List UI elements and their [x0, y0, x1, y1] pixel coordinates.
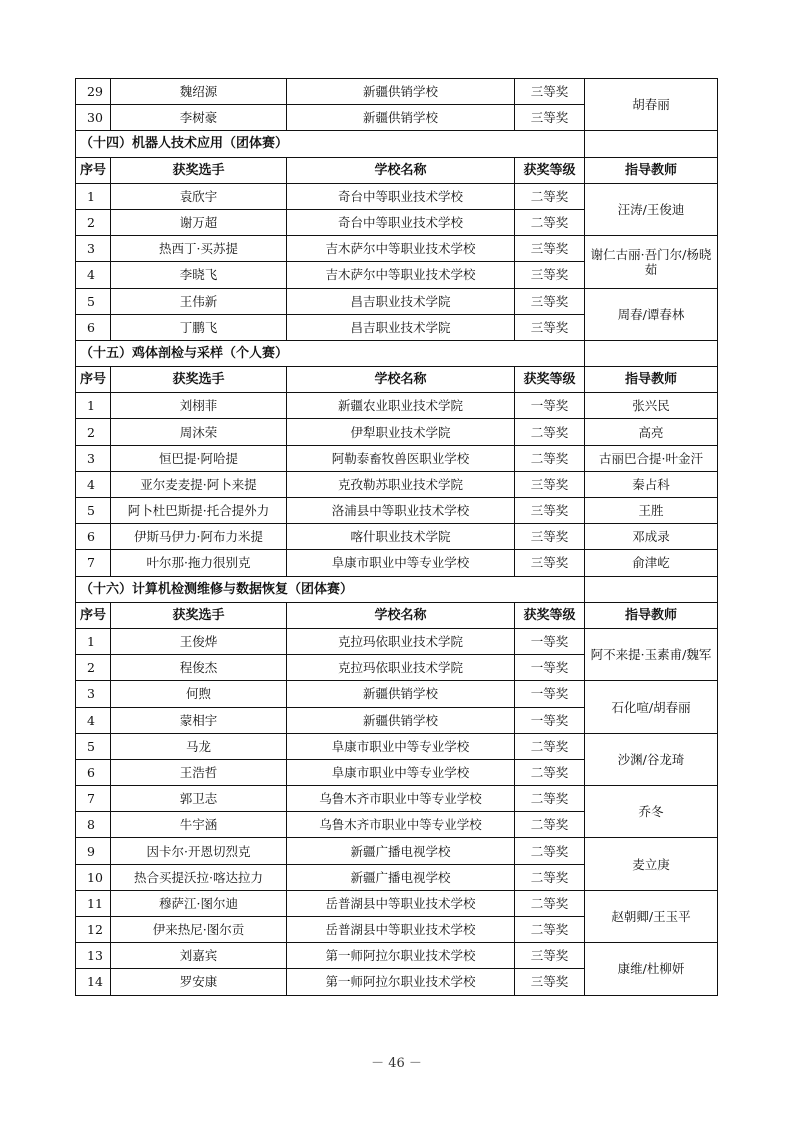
award-level: 一等奖 — [515, 707, 585, 733]
header-winner: 获奖选手 — [111, 602, 287, 628]
row-number: 30 — [76, 105, 111, 131]
row-number: 29 — [76, 79, 111, 105]
section-title-row — [76, 340, 718, 366]
school-name: 新疆供销学校 — [287, 681, 515, 707]
header-winner: 获奖选手 — [111, 157, 287, 183]
section-title-row — [76, 576, 718, 602]
winner-name: 袁欣宇 — [111, 183, 287, 209]
row-number: 6 — [76, 759, 111, 785]
row-number: 4 — [76, 707, 111, 733]
table-row — [76, 183, 718, 209]
award-level: 二等奖 — [515, 786, 585, 812]
school-name: 克拉玛依职业技术学院 — [287, 628, 515, 654]
instructor: 高亮 — [585, 419, 718, 445]
award-level: 三等奖 — [515, 288, 585, 314]
award-level: 二等奖 — [515, 917, 585, 943]
winner-name: 穆萨江·图尔迪 — [111, 890, 287, 916]
winner-name: 王浩哲 — [111, 759, 287, 785]
row-number: 1 — [76, 393, 111, 419]
winner-name: 李晓飞 — [111, 262, 287, 288]
table-row — [76, 393, 718, 419]
school-name: 奇台中等职业技术学校 — [287, 209, 515, 235]
winner-name: 阿卜杜巴斯提·托合提外力 — [111, 498, 287, 524]
table-header-row — [76, 367, 718, 393]
winner-name: 刘栩菲 — [111, 393, 287, 419]
row-number: 2 — [76, 419, 111, 445]
award-level: 二等奖 — [515, 209, 585, 235]
school-name: 克孜勒苏职业技术学院 — [287, 471, 515, 497]
table-row — [76, 943, 718, 969]
row-number: 3 — [76, 445, 111, 471]
winner-name: 郭卫志 — [111, 786, 287, 812]
section-title-empty-cell — [585, 131, 718, 157]
winner-name: 亚尔麦麦提·阿卜来提 — [111, 471, 287, 497]
winner-name: 魏绍源 — [111, 79, 287, 105]
section-title-empty-cell — [585, 340, 718, 366]
row-number: 11 — [76, 890, 111, 916]
winner-name: 王伟新 — [111, 288, 287, 314]
header-no: 序号 — [76, 367, 111, 393]
section-title: （十六）计算机检测维修与数据恢复（团体赛） — [76, 576, 585, 602]
winner-name: 热西丁·买苏提 — [111, 236, 287, 262]
header-teacher: 指导教师 — [585, 157, 718, 183]
winner-name: 周沐荣 — [111, 419, 287, 445]
row-number: 3 — [76, 236, 111, 262]
winner-name: 因卡尔·开恩切烈克 — [111, 838, 287, 864]
header-school: 学校名称 — [287, 602, 515, 628]
award-level: 二等奖 — [515, 838, 585, 864]
school-name: 第一师阿拉尔职业技术学校 — [287, 943, 515, 969]
instructor: 沙渊/谷龙琦 — [585, 733, 718, 785]
school-name: 克拉玛依职业技术学院 — [287, 655, 515, 681]
section-title-row — [76, 131, 718, 157]
row-number: 6 — [76, 314, 111, 340]
table-row — [76, 419, 718, 445]
award-level: 三等奖 — [515, 550, 585, 576]
section-title: （十五）鸡体剖检与采样（个人赛） — [76, 340, 585, 366]
row-number: 7 — [76, 550, 111, 576]
award-level: 三等奖 — [515, 943, 585, 969]
winner-name: 程俊杰 — [111, 655, 287, 681]
row-number: 4 — [76, 262, 111, 288]
award-level: 一等奖 — [515, 628, 585, 654]
school-name: 伊犁职业技术学院 — [287, 419, 515, 445]
instructor: 麦立庚 — [585, 838, 718, 890]
row-number: 8 — [76, 812, 111, 838]
row-number: 6 — [76, 524, 111, 550]
row-number: 14 — [76, 969, 111, 995]
row-number: 2 — [76, 655, 111, 681]
award-level: 二等奖 — [515, 759, 585, 785]
award-level: 二等奖 — [515, 864, 585, 890]
school-name: 喀什职业技术学院 — [287, 524, 515, 550]
row-number: 10 — [76, 864, 111, 890]
award-level: 三等奖 — [515, 498, 585, 524]
table-row — [76, 628, 718, 654]
table-row — [76, 786, 718, 812]
school-name: 吉木萨尔中等职业技术学校 — [287, 236, 515, 262]
winner-name: 恒巴提·阿哈提 — [111, 445, 287, 471]
instructor: 胡春丽 — [585, 79, 718, 131]
instructor: 秦占科 — [585, 471, 718, 497]
school-name: 昌吉职业技术学院 — [287, 288, 515, 314]
award-level: 二等奖 — [515, 812, 585, 838]
table-row — [76, 550, 718, 576]
school-name: 昌吉职业技术学院 — [287, 314, 515, 340]
instructor: 康维/杜柳妍 — [585, 943, 718, 995]
winner-name: 李树豪 — [111, 105, 287, 131]
award-level: 二等奖 — [515, 445, 585, 471]
winner-name: 牛宇涵 — [111, 812, 287, 838]
row-number: 3 — [76, 681, 111, 707]
school-name: 阿勒泰畜牧兽医职业学校 — [287, 445, 515, 471]
winner-name: 蒙相宇 — [111, 707, 287, 733]
header-school: 学校名称 — [287, 157, 515, 183]
header-winner: 获奖选手 — [111, 367, 287, 393]
winner-name: 谢万超 — [111, 209, 287, 235]
instructor: 谢仁古丽·吾门尔/杨晓茹 — [585, 236, 718, 288]
header-level: 获奖等级 — [515, 602, 585, 628]
row-number: 4 — [76, 471, 111, 497]
table-row — [76, 733, 718, 759]
school-name: 吉木萨尔中等职业技术学校 — [287, 262, 515, 288]
row-number: 2 — [76, 209, 111, 235]
school-name: 新疆广播电视学校 — [287, 838, 515, 864]
school-name: 新疆供销学校 — [287, 79, 515, 105]
table-row — [76, 681, 718, 707]
winner-name: 伊斯马伊力·阿布力米提 — [111, 524, 287, 550]
row-number: 9 — [76, 838, 111, 864]
instructor: 王胜 — [585, 498, 718, 524]
table-row — [76, 236, 718, 262]
school-name: 新疆广播电视学校 — [287, 864, 515, 890]
award-level: 一等奖 — [515, 655, 585, 681]
award-level: 三等奖 — [515, 105, 585, 131]
page-number: － 46 － — [371, 1056, 422, 1071]
instructor: 石化喧/胡春丽 — [585, 681, 718, 733]
row-number: 1 — [76, 628, 111, 654]
table-row — [76, 890, 718, 916]
school-name: 阜康市职业中等专业学校 — [287, 550, 515, 576]
header-no: 序号 — [76, 602, 111, 628]
row-number: 13 — [76, 943, 111, 969]
school-name: 乌鲁木齐市职业中等专业学校 — [287, 812, 515, 838]
award-level: 一等奖 — [515, 681, 585, 707]
award-level: 一等奖 — [515, 393, 585, 419]
table-row — [76, 288, 718, 314]
header-level: 获奖等级 — [515, 367, 585, 393]
awards-table-body — [76, 79, 718, 996]
award-level: 二等奖 — [515, 419, 585, 445]
instructor: 周春/谭春林 — [585, 288, 718, 340]
award-level: 三等奖 — [515, 471, 585, 497]
winner-name: 刘嘉宾 — [111, 943, 287, 969]
school-name: 第一师阿拉尔职业技术学校 — [287, 969, 515, 995]
school-name: 阜康市职业中等专业学校 — [287, 733, 515, 759]
section-title: （十四）机器人技术应用（团体赛） — [76, 131, 585, 157]
section-title-empty-cell — [585, 576, 718, 602]
row-number: 7 — [76, 786, 111, 812]
school-name: 洛浦县中等职业技术学校 — [287, 498, 515, 524]
header-teacher: 指导教师 — [585, 602, 718, 628]
school-name: 奇台中等职业技术学校 — [287, 183, 515, 209]
winner-name: 马龙 — [111, 733, 287, 759]
awards-table — [75, 78, 718, 996]
school-name: 乌鲁木齐市职业中等专业学校 — [287, 786, 515, 812]
header-school: 学校名称 — [287, 367, 515, 393]
award-level: 三等奖 — [515, 524, 585, 550]
school-name: 岳普湖县中等职业技术学校 — [287, 917, 515, 943]
instructor: 汪涛/王俊迪 — [585, 183, 718, 235]
header-teacher: 指导教师 — [585, 367, 718, 393]
instructor: 张兴民 — [585, 393, 718, 419]
award-level: 二等奖 — [515, 733, 585, 759]
award-level: 三等奖 — [515, 969, 585, 995]
school-name: 新疆农业职业技术学院 — [287, 393, 515, 419]
table-row — [76, 445, 718, 471]
instructor: 邓成录 — [585, 524, 718, 550]
table-row — [76, 79, 718, 105]
instructor: 俞津屹 — [585, 550, 718, 576]
award-level: 三等奖 — [515, 236, 585, 262]
winner-name: 叶尔那·拖力很别克 — [111, 550, 287, 576]
award-level: 三等奖 — [515, 79, 585, 105]
school-name: 新疆供销学校 — [287, 707, 515, 733]
award-level: 三等奖 — [515, 262, 585, 288]
instructor: 阿不来提·玉素甫/魏军 — [585, 628, 718, 680]
header-level: 获奖等级 — [515, 157, 585, 183]
school-name: 阜康市职业中等专业学校 — [287, 759, 515, 785]
winner-name: 何煦 — [111, 681, 287, 707]
award-level: 二等奖 — [515, 890, 585, 916]
row-number: 12 — [76, 917, 111, 943]
instructor: 古丽巴合提·叶金汗 — [585, 445, 718, 471]
table-header-row — [76, 602, 718, 628]
table-row — [76, 498, 718, 524]
row-number: 5 — [76, 498, 111, 524]
instructor: 赵朝卿/王玉平 — [585, 890, 718, 942]
table-row — [76, 524, 718, 550]
instructor: 乔冬 — [585, 786, 718, 838]
header-no: 序号 — [76, 157, 111, 183]
winner-name: 丁鹏飞 — [111, 314, 287, 340]
school-name: 岳普湖县中等职业技术学校 — [287, 890, 515, 916]
winner-name: 罗安康 — [111, 969, 287, 995]
row-number: 5 — [76, 288, 111, 314]
row-number: 5 — [76, 733, 111, 759]
winner-name: 王俊烨 — [111, 628, 287, 654]
award-level: 二等奖 — [515, 183, 585, 209]
row-number: 1 — [76, 183, 111, 209]
table-row — [76, 838, 718, 864]
school-name: 新疆供销学校 — [287, 105, 515, 131]
winner-name: 伊来热尼·图尔贡 — [111, 917, 287, 943]
winner-name: 热合买提沃拉·喀达拉力 — [111, 864, 287, 890]
award-level: 三等奖 — [515, 314, 585, 340]
table-header-row — [76, 157, 718, 183]
table-row — [76, 471, 718, 497]
